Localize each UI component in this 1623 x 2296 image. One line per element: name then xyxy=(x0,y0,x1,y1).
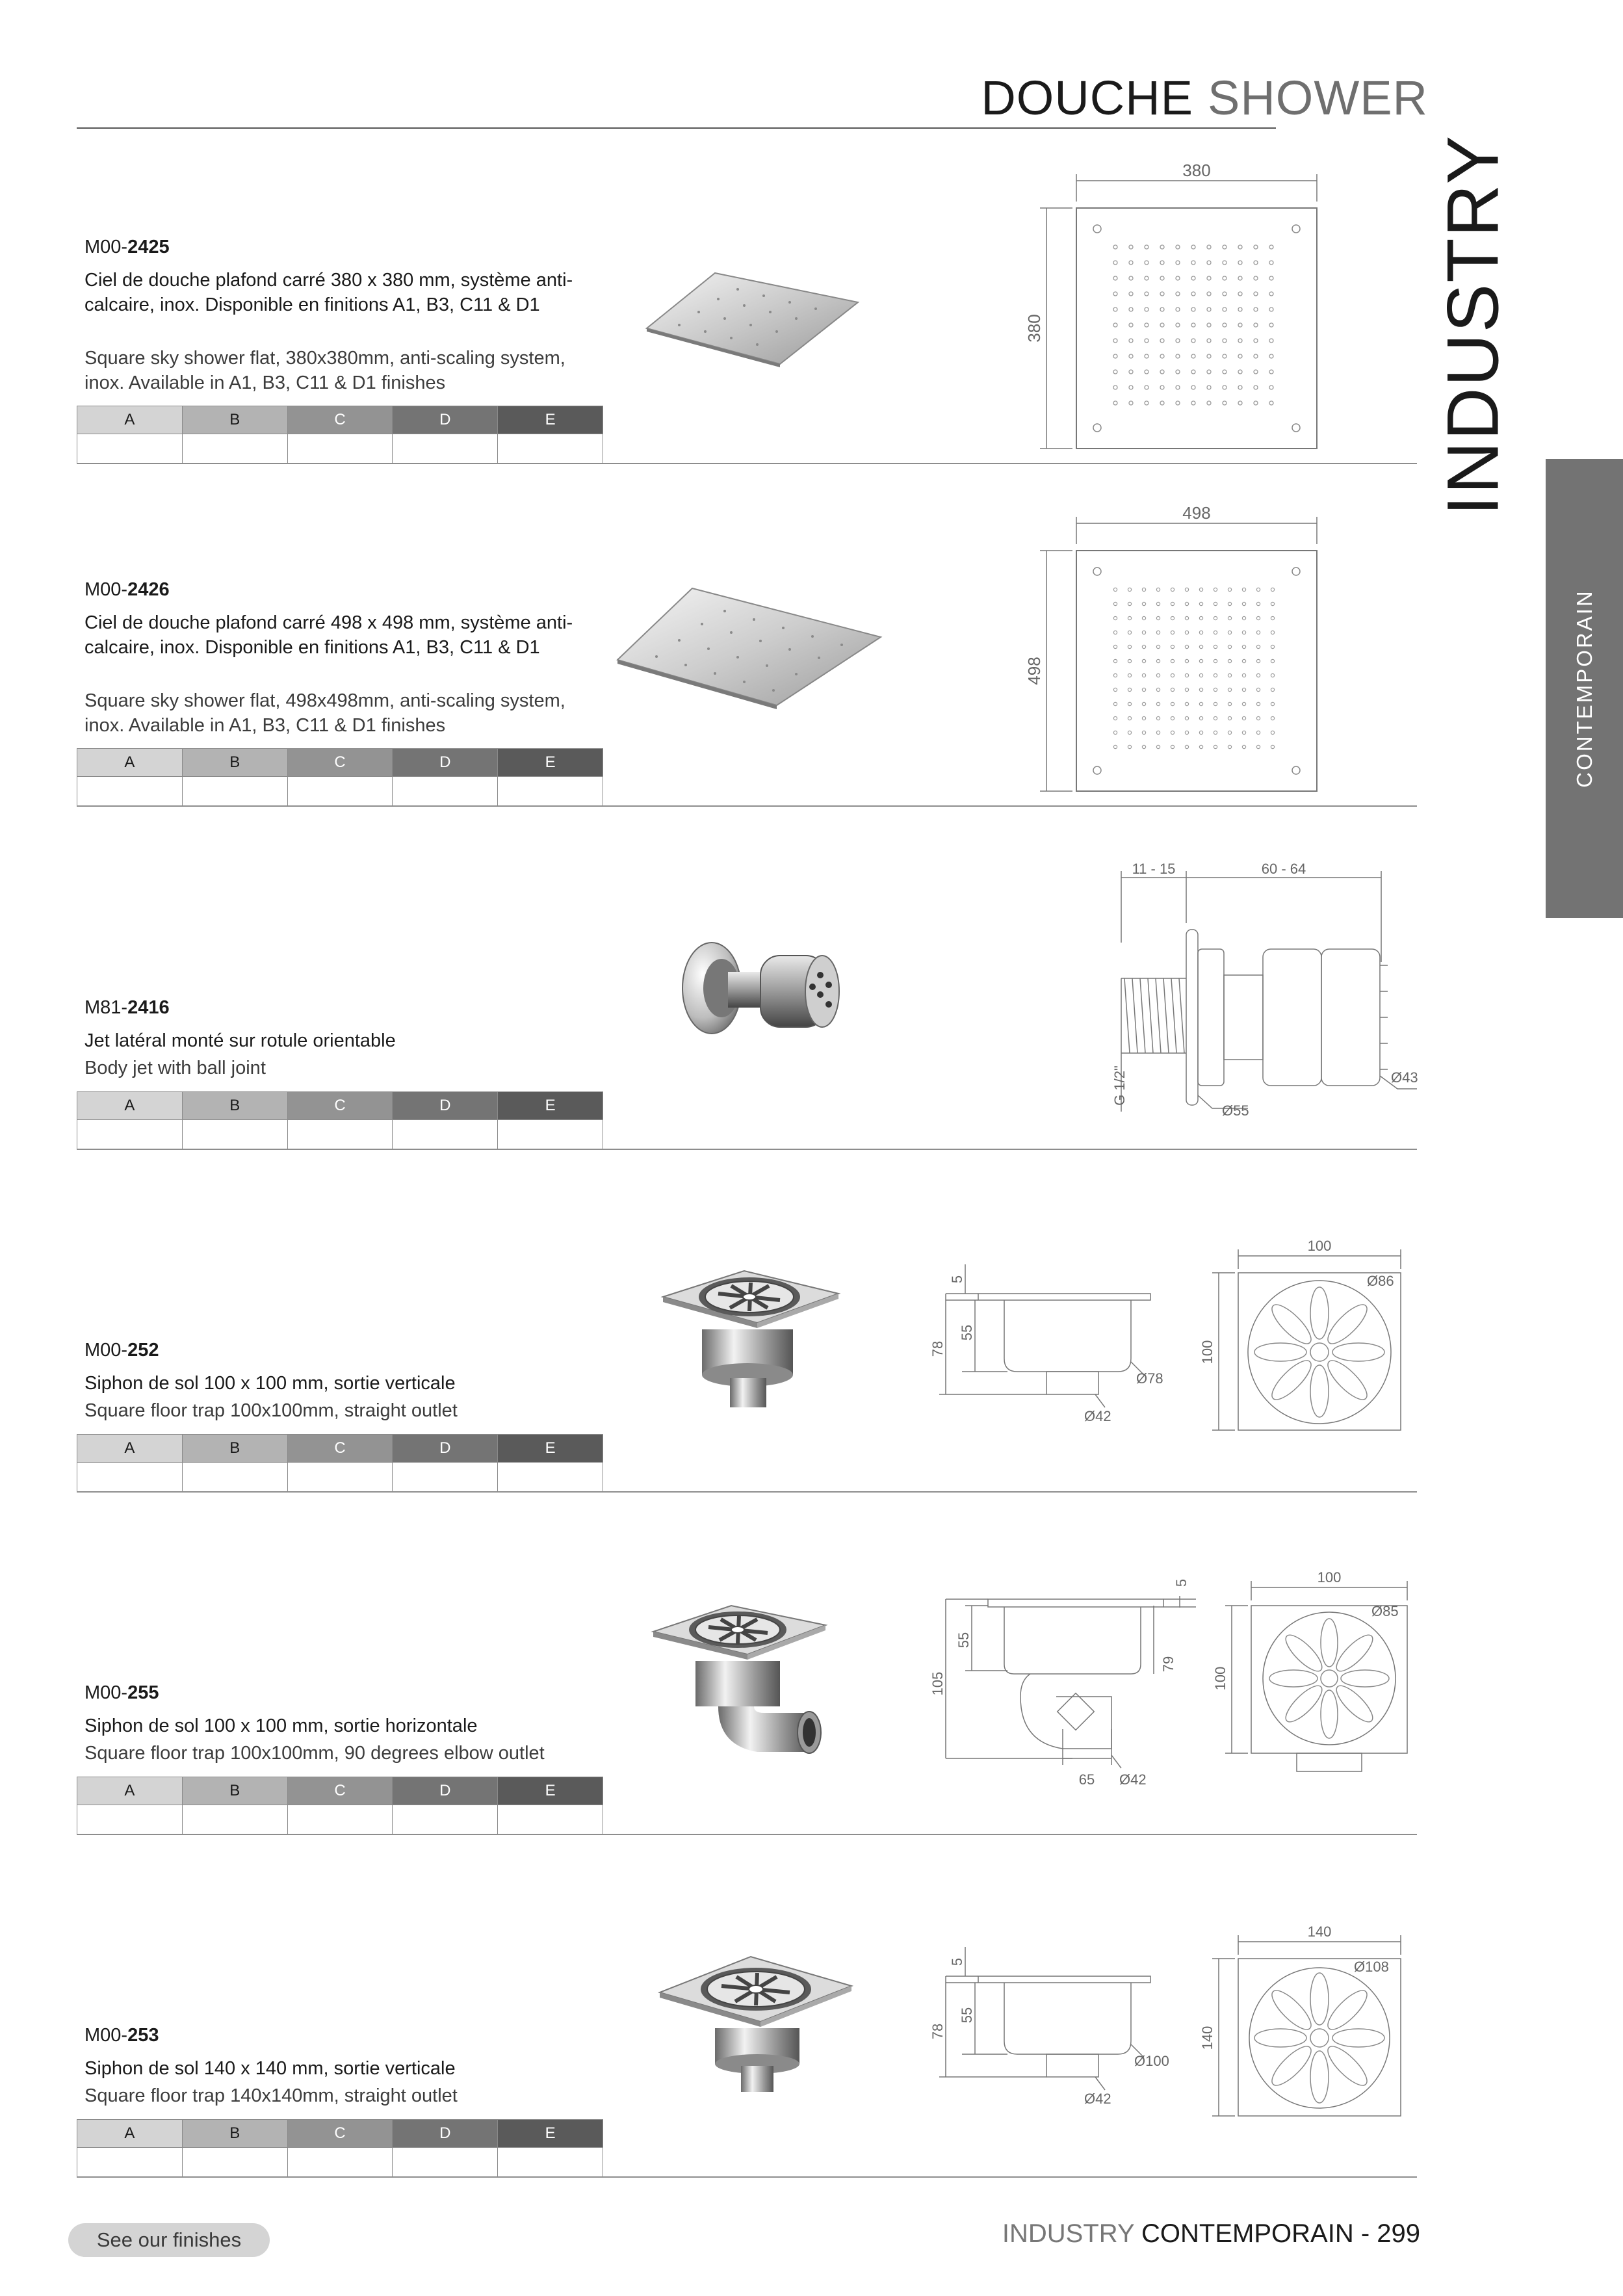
finish-table xyxy=(77,406,603,463)
nozzle-grid xyxy=(1113,245,1273,405)
finish-header-b: B xyxy=(182,2120,287,2148)
dim-height-total: 78 xyxy=(929,2023,946,2040)
product-description-fr: Siphon de sol 100 x 100 mm, sortie horizontale xyxy=(84,1715,478,1736)
header-divider xyxy=(77,127,1276,129)
product-description-fr: Siphon de sol 100 x 100 mm, sortie verticale xyxy=(84,1373,456,1394)
finish-header-c: C xyxy=(287,1435,393,1463)
dim-outlet-diameter: Ø42 xyxy=(1084,2091,1111,2107)
grate-pattern xyxy=(1254,1973,1384,2103)
finish-cell xyxy=(182,1120,287,1149)
finish-header-d: D xyxy=(393,1435,498,1463)
finish-header-a: A xyxy=(77,406,183,434)
title-french: DOUCHE xyxy=(981,71,1193,125)
dim-height-total: 78 xyxy=(929,1340,946,1357)
style-side-tab[interactable]: CONTEMPORAIN xyxy=(1546,459,1623,918)
dim-b: 60 - 64 xyxy=(1261,861,1306,877)
row-divider xyxy=(77,463,1417,464)
finish-header-d: D xyxy=(393,1092,498,1120)
dim-a: 11 - 15 xyxy=(1132,861,1176,877)
product-description-fr: Ciel de douche plafond carré 380 x 380 mm, système anti-calcaire, inox. Disponible en finitions A1, B3, C11 & D1 xyxy=(84,270,573,315)
finish-cell xyxy=(393,1120,498,1149)
finish-cell xyxy=(182,1805,287,1834)
finish-cell xyxy=(287,434,393,463)
finish-header-d: D xyxy=(393,2120,498,2148)
finish-cell xyxy=(182,434,287,463)
technical-drawing-252-section xyxy=(923,1255,1163,1424)
dim-height-body: 55 xyxy=(959,2007,975,2024)
dim-size-vertical: 140 xyxy=(1199,2026,1215,2050)
product-code: M00-2426 xyxy=(84,579,170,600)
grate-pattern xyxy=(1254,1287,1384,1417)
product-code: M00-2425 xyxy=(84,237,170,257)
row-divider xyxy=(77,1491,1417,1493)
finish-cell xyxy=(182,777,287,806)
grate-pattern xyxy=(1269,1619,1389,1738)
finish-cell xyxy=(498,2148,603,2177)
finish-cell xyxy=(77,1463,183,1492)
body-jet-photo xyxy=(676,930,858,1053)
product-description-en: Square floor trap 100x100mm, straight outlet xyxy=(84,1400,458,1421)
row-divider xyxy=(77,805,1417,807)
finish-header-e: E xyxy=(498,406,603,434)
floor-trap-photo xyxy=(653,1947,861,2096)
technical-drawing-252-top xyxy=(1199,1235,1414,1437)
product-code: M81-2416 xyxy=(84,997,170,1018)
finish-cell xyxy=(498,1805,603,1834)
dim-top: 5 xyxy=(1173,1578,1189,1587)
finish-header-c: C xyxy=(287,2120,393,2148)
technical-drawing-2416 xyxy=(1092,852,1430,1125)
row-divider xyxy=(77,2176,1417,2178)
finish-header-b: B xyxy=(182,406,287,434)
finish-cell xyxy=(77,1120,183,1149)
finish-header-d: D xyxy=(393,1777,498,1805)
product-description-fr: Jet latéral monté sur rotule orientable xyxy=(84,1030,396,1051)
dim-size-vertical: 100 xyxy=(1199,1340,1215,1364)
finish-header-b: B xyxy=(182,749,287,777)
product-code: M00-253 xyxy=(84,2025,159,2046)
finish-header-b: B xyxy=(182,1777,287,1805)
technical-drawing-2425 xyxy=(1020,156,1326,455)
product-description-en: Square floor trap 140x140mm, straight outlet xyxy=(84,2085,458,2106)
finish-cell xyxy=(287,777,393,806)
finish-table xyxy=(77,2119,603,2177)
product-description-fr: Siphon de sol 140 x 140 mm, sortie verticale xyxy=(84,2058,456,2079)
title-english: SHOWER xyxy=(1208,71,1428,125)
finish-header-a: A xyxy=(77,1777,183,1805)
dim-size: 140 xyxy=(1307,1924,1332,1940)
dim-size: 100 xyxy=(1307,1238,1332,1254)
finish-cell xyxy=(77,2148,183,2177)
dim-outlet-length: 65 xyxy=(1078,1771,1095,1788)
product-description-fr: Ciel de douche plafond carré 498 x 498 mm, système anti-calcaire, inox. Disponible en finitions A1, B3, C11 & D1 xyxy=(84,612,573,658)
product-description-en: Square floor trap 100x100mm, 90 degrees elbow outlet xyxy=(84,1743,545,1764)
dim-outlet-diameter: Ø42 xyxy=(1119,1771,1147,1788)
finish-cell xyxy=(393,2148,498,2177)
product-code: M00-255 xyxy=(84,1682,159,1703)
technical-drawing-255-top xyxy=(1212,1568,1417,1782)
finish-header-e: E xyxy=(498,1092,603,1120)
finish-cell xyxy=(393,1463,498,1492)
shower-head-photo xyxy=(640,263,864,367)
footer-collection: INDUSTRY xyxy=(1002,2219,1134,2248)
finish-cell xyxy=(287,1463,393,1492)
technical-drawing-253-top xyxy=(1199,1921,1417,2122)
finish-cell xyxy=(77,777,183,806)
finish-header-e: E xyxy=(498,1777,603,1805)
footer-style-page: CONTEMPORAIN - 299 xyxy=(1141,2219,1420,2248)
dim-width: 498 xyxy=(1182,503,1211,523)
dim-top: 5 xyxy=(949,1957,965,1966)
row-divider xyxy=(77,1834,1417,1835)
dim-thread: G 1/2" xyxy=(1111,1065,1128,1106)
dim-height-body: 55 xyxy=(955,1632,972,1649)
dim-size-vertical: 100 xyxy=(1212,1666,1228,1691)
dim-outlet-diameter: Ø42 xyxy=(1084,1408,1111,1424)
finish-header-b: B xyxy=(182,1092,287,1120)
see-our-finishes-button[interactable]: See our finishes xyxy=(68,2223,270,2257)
dim-width: 380 xyxy=(1182,161,1211,180)
dim-grid-diameter: Ø85 xyxy=(1371,1603,1399,1619)
product-description-en: Square sky shower flat, 380x380mm, anti-scaling system, inox. Available in A1, B3, C11 & D1 finishes xyxy=(84,348,565,393)
dim-grid-diameter: Ø108 xyxy=(1354,1959,1389,1975)
finish-cell xyxy=(77,434,183,463)
nozzle-grid xyxy=(1113,588,1274,748)
finish-cell xyxy=(287,1805,393,1834)
technical-drawing-2426 xyxy=(1020,499,1326,798)
finish-header-a: A xyxy=(77,1092,183,1120)
dim-top: 5 xyxy=(949,1275,965,1284)
product-description-en: Square sky shower flat, 498x498mm, anti-scaling system, inox. Available in A1, B3, C11 & D1 finishes xyxy=(84,690,565,736)
dim-height-outlet: 79 xyxy=(1160,1656,1176,1673)
finish-header-e: E xyxy=(498,749,603,777)
finish-header-d: D xyxy=(393,406,498,434)
dim-height: 498 xyxy=(1024,657,1044,685)
dim-flange-diameter: Ø55 xyxy=(1222,1102,1249,1119)
finish-cell xyxy=(498,777,603,806)
collection-vertical-title: INDUSTRY xyxy=(1432,134,1514,516)
finish-cell xyxy=(287,2148,393,2177)
floor-trap-elbow-photo xyxy=(647,1596,842,1771)
finish-cell xyxy=(498,434,603,463)
finish-header-e: E xyxy=(498,2120,603,2148)
finish-cell xyxy=(393,1805,498,1834)
dim-height-body: 55 xyxy=(959,1324,975,1341)
dim-body-diameter: Ø100 xyxy=(1134,2053,1169,2069)
finish-header-a: A xyxy=(77,749,183,777)
finish-cell xyxy=(182,1463,287,1492)
finish-cell xyxy=(393,434,498,463)
finish-table xyxy=(77,1777,603,1834)
finish-header-c: C xyxy=(287,1777,393,1805)
finish-header-a: A xyxy=(77,1435,183,1463)
technical-drawing-255-section xyxy=(923,1570,1222,1804)
finish-cell xyxy=(393,777,498,806)
finish-cell xyxy=(182,2148,287,2177)
row-divider xyxy=(77,1149,1417,1150)
page-footer xyxy=(1002,2219,1420,2249)
technical-drawing-253-section xyxy=(923,1937,1170,2113)
shower-head-photo xyxy=(611,582,884,712)
dim-grid-diameter: Ø86 xyxy=(1367,1273,1394,1289)
dim-size: 100 xyxy=(1317,1569,1342,1585)
finish-cell xyxy=(77,1805,183,1834)
finish-table xyxy=(77,1434,603,1492)
finish-header-c: C xyxy=(287,749,393,777)
page-title xyxy=(981,70,1428,125)
finish-header-a: A xyxy=(77,2120,183,2148)
product-description-en: Body jet with ball joint xyxy=(84,1058,266,1078)
finish-table xyxy=(77,748,603,806)
finish-header-e: E xyxy=(498,1435,603,1463)
finish-cell xyxy=(498,1120,603,1149)
finish-header-b: B xyxy=(182,1435,287,1463)
finish-cell xyxy=(498,1463,603,1492)
finish-header-c: C xyxy=(287,1092,393,1120)
finish-header-c: C xyxy=(287,406,393,434)
dim-head-diameter: Ø43 xyxy=(1391,1069,1418,1086)
finish-table xyxy=(77,1091,603,1149)
dim-height: 380 xyxy=(1024,314,1044,343)
dim-body-diameter: Ø78 xyxy=(1136,1370,1163,1387)
floor-trap-photo xyxy=(653,1261,848,1411)
finish-cell xyxy=(287,1120,393,1149)
product-code: M00-252 xyxy=(84,1340,159,1361)
finish-header-d: D xyxy=(393,749,498,777)
dim-height-total: 105 xyxy=(929,1671,946,1696)
